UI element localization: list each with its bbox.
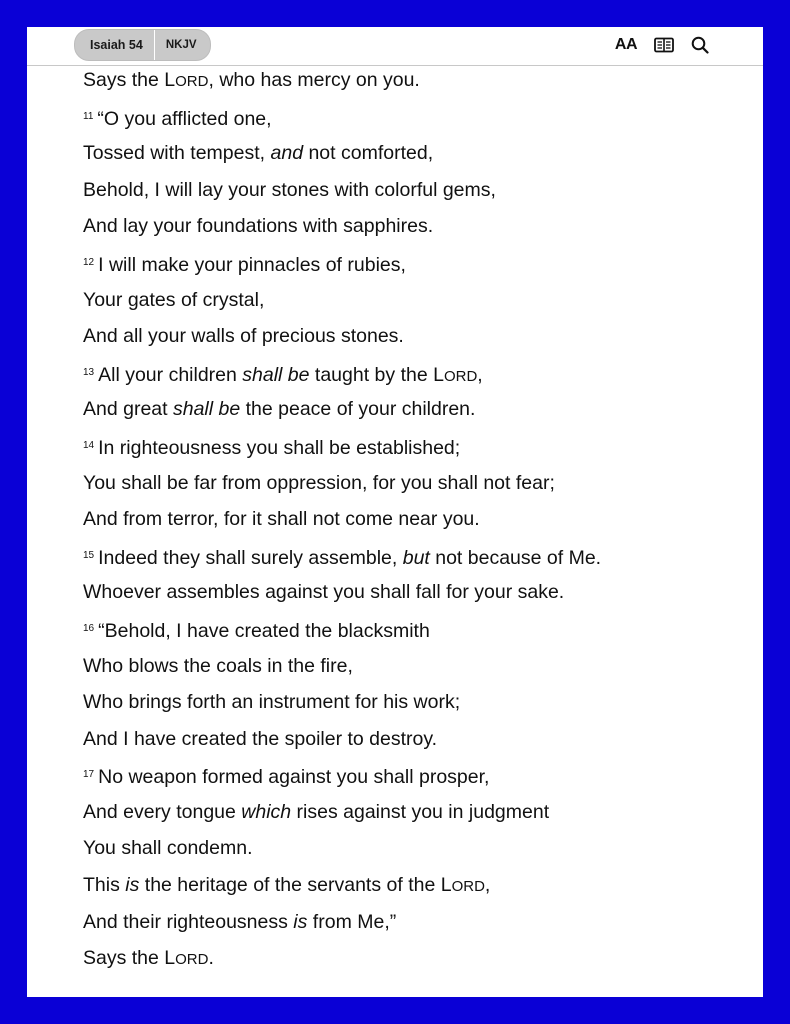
top-toolbar	[27, 27, 763, 66]
verse-number: 14	[83, 439, 95, 451]
verse-number: 17	[83, 769, 95, 781]
verse-number: 15	[83, 549, 95, 561]
text-line: Says the LORD.	[83, 947, 214, 970]
reader-view-icon[interactable]	[654, 35, 674, 55]
verse-number: 12	[83, 256, 95, 268]
text-line: And their righteousness is from Me,”	[83, 910, 397, 933]
text-line: And great shall be the peace of your children.	[83, 398, 476, 421]
verse-number: 16	[83, 622, 95, 634]
verse-17-line: $^{17}$ No weapon formed against you shall prosper,	[83, 766, 490, 789]
text-line: Your gates of crystal,	[83, 288, 265, 311]
text-line: And from terror, for it shall not come near you.	[83, 508, 480, 531]
text-line: You shall condemn.	[83, 837, 253, 860]
text-line: Who blows the coals in the fire,	[83, 654, 353, 677]
verse-12-line: $^{12}$ I will make your pinnacles of rubies,	[83, 253, 406, 276]
text-line: Behold, I will lay your stones with colorful gems,	[83, 178, 496, 201]
text-size-label: AA	[614, 36, 637, 53]
version-button[interactable]: NKJV	[154, 30, 210, 60]
text-line: Tossed with tempest, and not comforted,	[83, 142, 434, 165]
text-size-icon[interactable]	[615, 35, 637, 55]
text-line: And I have created the spoiler to destroy.	[83, 727, 438, 750]
scripture-text	[83, 62, 743, 977]
verse-11-line: $^{11}$ “O you afflicted one,	[83, 107, 272, 130]
verse-13-line: $^{13}$ All your children shall be taught by the LORD,	[83, 363, 483, 386]
reader-screen	[27, 27, 763, 997]
verse-number: 11	[83, 110, 94, 122]
verse-number: 13	[83, 366, 95, 378]
toolbar-actions	[615, 35, 709, 55]
verse-15-line: $^{15}$ Indeed they shall surely assemble, but not because of Me.	[83, 546, 602, 569]
search-icon[interactable]	[691, 35, 709, 55]
text-line: And every tongue which rises against you in judgment	[83, 800, 550, 823]
text-line: Whoever assembles against you shall fall for your sake.	[83, 581, 565, 604]
text-line: You shall be far from oppression, for you shall not fear;	[83, 471, 555, 494]
text-line: And lay your foundations with sapphires.	[83, 215, 434, 238]
text-line: Says the LORD, who has mercy on you.	[83, 69, 420, 91]
text-line: And all your walls of precious stones.	[83, 325, 404, 348]
book-chapter-button[interactable]: Isaiah 54	[90, 38, 143, 52]
text-line: Who brings forth an instrument for his work;	[83, 691, 461, 714]
verse-14-line: $^{14}$ In righteousness you shall be established;	[83, 436, 461, 459]
text-line: This is the heritage of the servants of the LORD,	[83, 874, 491, 897]
reference-selector	[74, 29, 211, 61]
verse-16-line: $^{16}$ “Behold, I have created the blacksmith	[83, 619, 430, 642]
